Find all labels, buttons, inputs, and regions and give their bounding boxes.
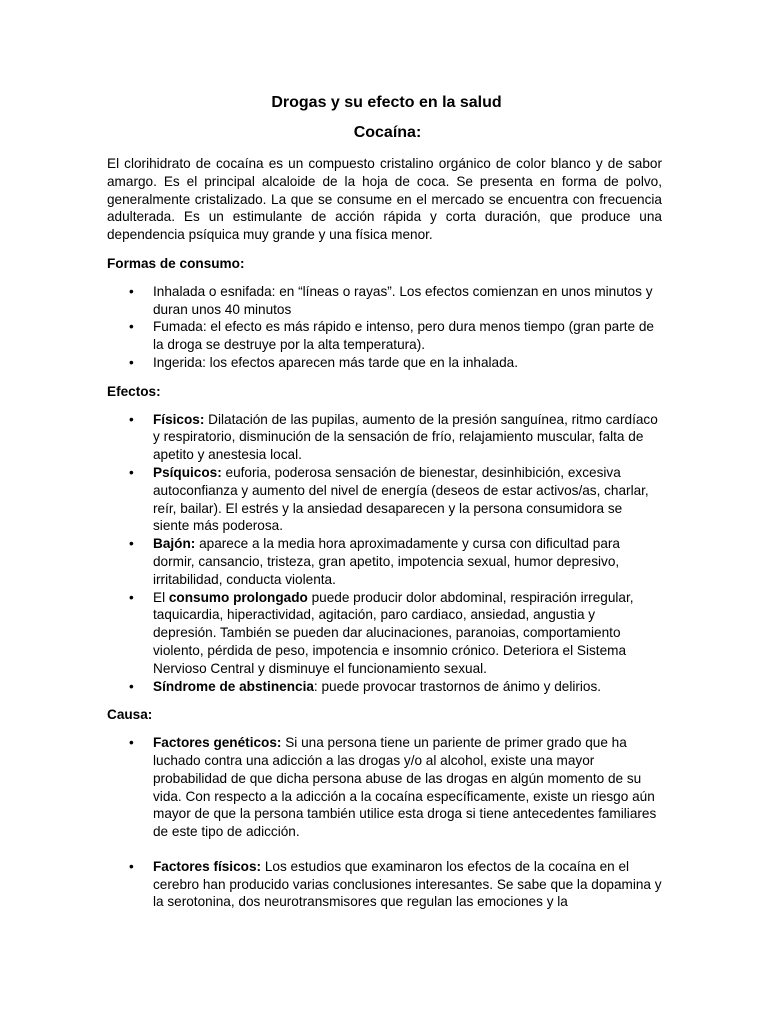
intro-paragraph: El clorihidrato de cocaína es un compuesto cristalino orgánico de color blanco y de sabor amargo. Es el principal alcaloide de la hoja de coca. Se presenta en forma de polvo, generalmente cristalizado. La que se consume en el mercado se encuentra con frecuencia adulterada. Es un estimulante de acción rápida y corta duración, que produce una dependencia psíquica muy grande y una física menor.	[107, 156, 662, 243]
list-item: • Inhalada o esnifada: en “líneas o rayas”. Los efectos comienzan en unos minutos y duran unos 40 minutos	[107, 283, 662, 319]
list-item: • Bajón: aparece a la media hora aproximadamente y cursa con dificultad para dormir, cansancio, tristeza, gran apetito, impotencia sexual, humor depresivo, irritabilidad, conducta violenta.	[107, 535, 662, 588]
item-term: Factores físicos:	[153, 858, 262, 874]
item-term: Psíquicos:	[153, 464, 222, 480]
document-subtitle: Cocaína:	[353, 124, 422, 141]
item-term: Físicos:	[153, 411, 205, 427]
item-term: Factores genéticos:	[153, 735, 282, 751]
list-item: • Factores físicos: Los estudios que examinaron los efectos de la cocaína en el cerebro han producido varias conclusiones interesantes. Se sabe que la dopamina y la serotonina, dos neurotransmisores que regulan las emociones y la	[107, 858, 662, 911]
causa-heading: Causa:	[107, 707, 153, 723]
list-item: • Factores genéticos: Si una persona tiene un pariente de primer grado que ha luchado contra una adicción a las drogas y/o al alcohol, existe una mayor probabilidad de que dicha persona abuse de las drogas en algún momento de su vida. Con respecto a la adicción a la cocaína específicamente, existe un riesgo aún mayor de que la persona también utilice esta droga si tiene antecedentes familiares de este tipo de adicción.	[107, 734, 662, 841]
efectos-list	[107, 411, 662, 696]
formas-heading: Formas de consumo:	[107, 255, 245, 271]
list-item: • El consumo prolongado puede producir dolor abdominal, respiración irregular, taquicardia, hiperactividad, agitación, paro cardiaco, ansiedad, angustia y depresión. También se pueden dar alucinaciones, paranoias, comportamiento violento, pérdida de peso, impotencia e insomnio crónico. Deteriora el Sistema Nervioso Central y disminuye el funcionamiento sexual.	[107, 589, 662, 678]
causa-list	[107, 734, 662, 911]
document-title: Drogas y su efecto en la salud	[271, 94, 502, 111]
formas-list	[107, 283, 662, 372]
list-item: • Psíquicos: euforia, poderosa sensación de bienestar, desinhibición, excesiva autoconfianza y aumento del nivel de energía (deseos de estar activos/as, charlar, reír, bailar). El estrés y la ansiedad desaparecen y la persona consumidora se siente más poderosa.	[107, 464, 662, 535]
item-term: Bajón:	[153, 536, 196, 552]
item-term: Síndrome de abstinencia	[153, 678, 314, 694]
item-term: consumo prolongado	[168, 589, 308, 605]
efectos-heading: Efectos:	[107, 383, 161, 399]
list-item: • Ingerida: los efectos aparecen más tarde que en la inhalada.	[107, 354, 662, 372]
list-item: • Fumada: el efecto es más rápido e intenso, pero dura menos tiempo (gran parte de la droga se destruye por la alta temperatura).	[107, 318, 662, 354]
list-item: • Físicos: Dilatación de las pupilas, aumento de la presión sanguínea, ritmo cardíaco y respiratorio, disminución de la sensación de frío, relajamiento muscular, falta de apetito y anestesia local.	[107, 411, 662, 464]
list-item: • Síndrome de abstinencia: puede provocar trastornos de ánimo y delirios.	[107, 678, 662, 696]
